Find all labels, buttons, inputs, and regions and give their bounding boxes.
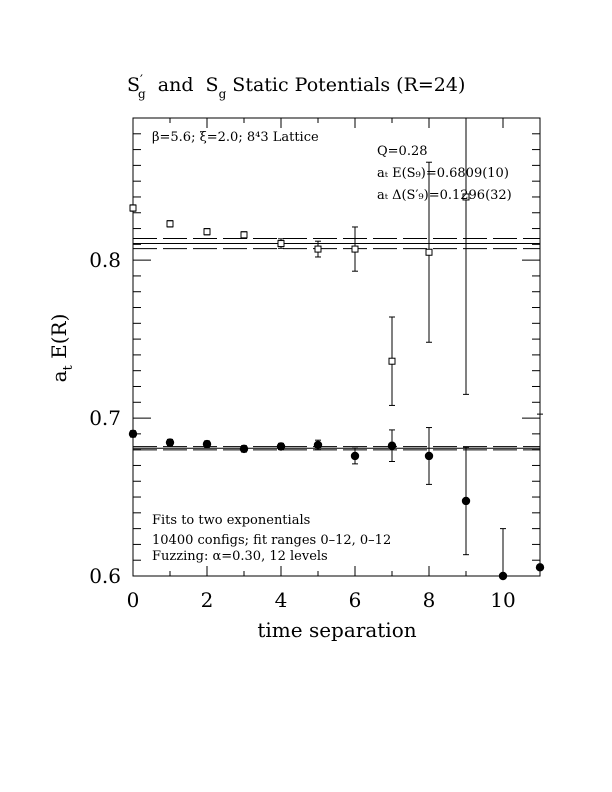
x-axis-label: time separation xyxy=(257,618,417,642)
fit-lines xyxy=(133,239,540,450)
svg-text:S′g and Sg Static Potentials xyxy=(127,73,465,101)
data-point-square xyxy=(167,221,173,227)
data-point-circle xyxy=(314,441,322,449)
annotation-q: Q=0.28 xyxy=(377,144,428,159)
data-point-square xyxy=(426,249,432,255)
plot-border xyxy=(133,118,540,576)
chart-title xyxy=(127,73,465,101)
title-rest: Static Potentials (R=24) xyxy=(226,74,466,96)
x-tick-label: 0 xyxy=(126,588,140,612)
svg-text:at E(R) xyxy=(47,314,76,383)
data-point-square xyxy=(315,246,321,252)
title-s-prime: S xyxy=(127,74,141,96)
y-axis-label xyxy=(47,314,76,383)
x-tick-label: 4 xyxy=(274,588,288,612)
title-sub-g1: g xyxy=(137,87,146,101)
y-label-sub-t: t xyxy=(61,365,76,371)
axis-ticks xyxy=(133,118,540,576)
data-point-circle xyxy=(277,442,285,450)
data-point-circle xyxy=(166,438,174,446)
y-tick-label: 0.7 xyxy=(89,406,121,431)
data-point-circle xyxy=(499,572,507,580)
annotation-energy: aₜ E(S₉)=0.6809(10) xyxy=(377,166,509,181)
annotation-fits-line1: Fits to two exponentials xyxy=(152,513,311,528)
data-point-square xyxy=(130,205,136,211)
x-tick-label: 10 xyxy=(490,588,516,612)
data-point-circle xyxy=(240,445,248,453)
x-tick-label: 2 xyxy=(200,588,214,612)
annotation-lattice: β=5.6; ξ=2.0; 8⁴3 Lattice xyxy=(152,130,319,145)
annotation-fits-line2: 10400 configs; fit ranges 0–12, 0–12 xyxy=(152,533,392,548)
data-point-circle xyxy=(129,430,137,438)
annotation-delta: aₜ Δ(S′₉)=0.1296(32) xyxy=(377,188,512,203)
data-point-square xyxy=(352,246,358,252)
data-point-circle xyxy=(203,440,211,448)
y-label-rest: E(R) xyxy=(47,313,71,366)
data-point-square xyxy=(389,358,395,364)
series-excited-potential xyxy=(130,118,469,405)
data-point-square xyxy=(204,229,210,235)
title-sub-g2: g xyxy=(218,87,227,101)
x-tick-label: 8 xyxy=(422,588,436,612)
annotation-fits-line3: Fuzzing: α=0.30, 12 levels xyxy=(152,549,328,564)
data-point-circle xyxy=(425,452,433,460)
x-tick-label: 6 xyxy=(348,588,362,612)
y-tick-label: 0.8 xyxy=(89,248,121,273)
y-label-a: a xyxy=(47,370,71,383)
data-point-circle xyxy=(462,497,470,505)
y-tick-label: 0.6 xyxy=(89,564,121,588)
data-point-square xyxy=(278,241,284,247)
data-point-square xyxy=(241,232,247,238)
data-point-circle xyxy=(536,563,544,571)
data-point-circle xyxy=(351,452,359,460)
title-prime-mark: ′ xyxy=(140,73,143,88)
data-point-circle xyxy=(388,442,396,450)
plot-frame xyxy=(133,118,540,576)
title-and-s: and S xyxy=(145,74,219,96)
